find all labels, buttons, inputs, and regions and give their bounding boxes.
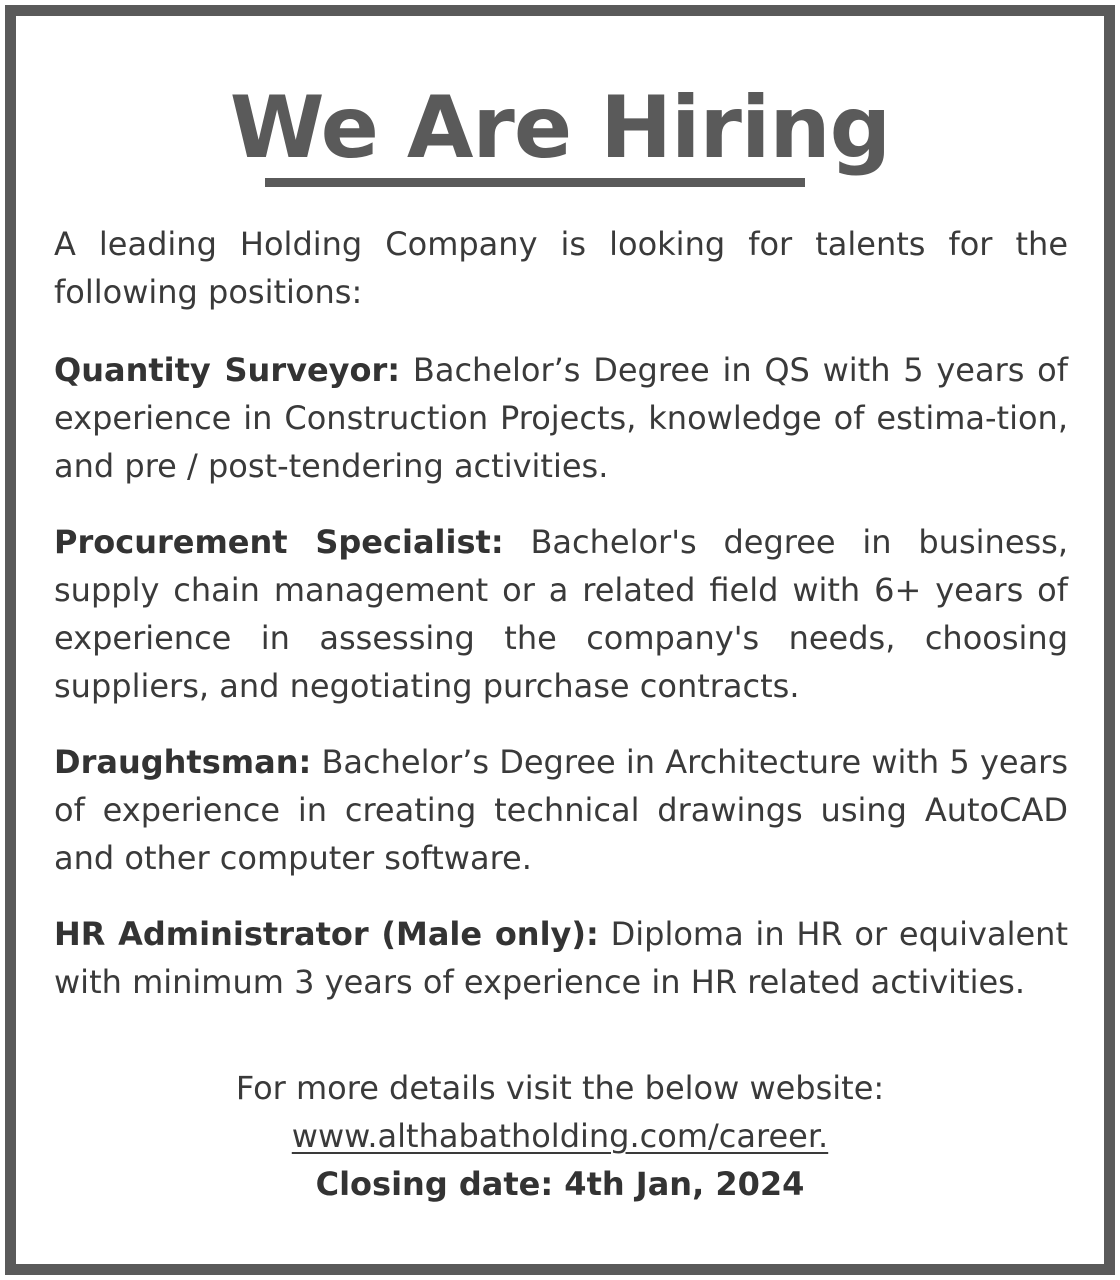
website-link[interactable]: www.althabatholding.com/career. <box>291 1117 829 1155</box>
position-procurement-specialist <box>54 518 1068 710</box>
position-quantity-surveyor <box>54 346 1068 490</box>
position-title: Procurement Specialist: <box>54 523 504 561</box>
position-title: HR Administrator (Male only): <box>54 915 599 953</box>
position-description: Bachelor's degree in business, supply chain management or a related field with 6+ years of experience in assessing the company's needs, choosing suppliers, and negotiating purchase contracts. <box>54 523 1069 705</box>
position-title: Quantity Surveyor: <box>54 351 401 389</box>
position-draughtsman <box>54 738 1068 882</box>
position-description: Diploma in HR or equivalent with minimum 3 years of experience in HR related activities. <box>54 915 1069 1001</box>
title-underline <box>265 178 805 187</box>
position-description: Bachelor’s Degree in Architecture with 5 years of experience in creating technical drawings using AutoCAD and other computer software. <box>54 743 1069 877</box>
page-title: We Are Hiring <box>229 78 891 178</box>
position-hr-administrator <box>54 910 1068 1006</box>
position-title: Draughtsman: <box>54 743 312 781</box>
intro-text: A leading Holding Company is looking for talents for the following positions: <box>54 225 1068 311</box>
ad-footer <box>0 1064 1120 1208</box>
title-wrap <box>0 78 1120 178</box>
details-text: For more details visit the below website: <box>235 1069 885 1107</box>
ad-content <box>54 220 1068 1034</box>
position-description: Bachelor’s Degree in QS with 5 years of experience in Construction Projects, knowledge of estima-tion, and pre / post-tendering activities. <box>54 351 1069 485</box>
closing-date: Closing date: 4th Jan, 2024 <box>315 1165 805 1203</box>
